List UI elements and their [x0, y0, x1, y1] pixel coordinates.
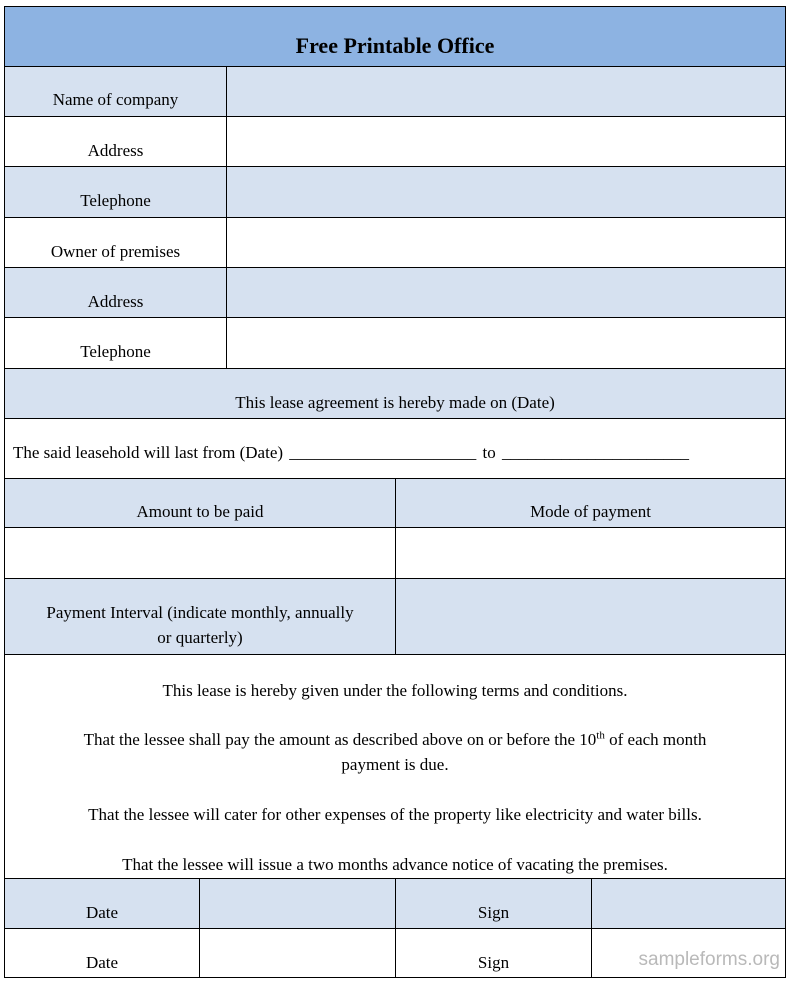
leasehold-end-date-field[interactable]: ______________________	[502, 443, 690, 462]
mode-field[interactable]	[396, 528, 785, 578]
date-field-2[interactable]	[200, 929, 396, 977]
address-row-2	[5, 268, 785, 318]
term-2: That the lessee will cater for other expenses of the property like electricity and water bills.	[88, 805, 702, 824]
telephone-field-1[interactable]	[227, 167, 785, 217]
telephone-label-2: Telephone	[80, 342, 151, 361]
telephone-field-2[interactable]	[227, 318, 785, 368]
date-field-1[interactable]	[200, 879, 396, 928]
address-field-1[interactable]	[227, 117, 785, 166]
address-label-cell-2	[5, 268, 227, 317]
terms-section	[5, 655, 785, 879]
term-1-superscript: th	[596, 729, 605, 742]
amount-label-cell	[5, 479, 396, 527]
date-label-cell-1	[5, 879, 200, 928]
company-label-cell	[5, 67, 227, 116]
form-title: Free Printable Office	[295, 33, 495, 58]
lease-date-row[interactable]	[5, 369, 785, 419]
interval-label	[5, 600, 395, 650]
address-label-1: Address	[87, 141, 144, 160]
interval-label-cell	[5, 579, 396, 654]
owner-label-cell	[5, 218, 227, 267]
lease-form	[4, 6, 786, 978]
sign-label-1: Sign	[477, 903, 510, 922]
telephone-label-cell-2	[5, 318, 227, 368]
payment-values-row	[5, 528, 785, 579]
telephone-row-1	[5, 167, 785, 218]
sign-label-cell-1	[396, 879, 592, 928]
amount-field[interactable]	[5, 528, 396, 578]
telephone-row-2	[5, 318, 785, 369]
telephone-label-1: Telephone	[80, 191, 151, 210]
term-1-line-1	[5, 727, 785, 752]
signature-row-1	[5, 879, 785, 929]
payment-header-row	[5, 479, 785, 528]
lease-date-label: This lease agreement is hereby made on (Date)	[235, 393, 555, 412]
address-label-cell-1	[5, 117, 227, 166]
leasehold-prefix: The said leasehold will last from (Date)	[13, 443, 284, 462]
watermark: sampleforms.org	[638, 949, 780, 970]
term-1-text-b: of each month	[604, 730, 707, 749]
address-row-1	[5, 117, 785, 167]
leasehold-start-date-field[interactable]: ______________________	[289, 443, 477, 462]
date-label-cell-2	[5, 929, 200, 977]
term-1	[5, 727, 785, 777]
title-row	[5, 7, 785, 67]
address-field-2[interactable]	[227, 268, 785, 317]
leasehold-row	[5, 419, 785, 479]
date-label-2: Date	[85, 953, 119, 972]
date-label-1: Date	[85, 903, 119, 922]
owner-label: Owner of premises	[50, 242, 181, 261]
payment-interval-row	[5, 579, 785, 655]
telephone-label-cell-1	[5, 167, 227, 217]
term-3: That the lessee will issue a two months advance notice of vacating the premises.	[122, 855, 668, 874]
owner-row	[5, 218, 785, 268]
company-row	[5, 67, 785, 117]
mode-label-cell	[396, 479, 785, 527]
amount-label: Amount to be paid	[136, 502, 264, 521]
leasehold-line	[13, 443, 777, 463]
sign-label-2: Sign	[477, 953, 510, 972]
address-label-2: Address	[87, 292, 144, 311]
interval-label-line-1: Payment Interval (indicate monthly, annually	[46, 603, 354, 622]
company-label: Name of company	[52, 90, 179, 109]
owner-field[interactable]	[227, 218, 785, 267]
sign-field-1[interactable]	[592, 879, 785, 928]
term-1-text-a: That the lessee shall pay the amount as described above on or before the 10	[83, 730, 597, 749]
interval-label-line-2: or quarterly)	[157, 628, 243, 647]
term-1-line-2: payment is due.	[341, 755, 449, 774]
mode-label: Mode of payment	[530, 502, 651, 521]
company-field[interactable]	[227, 67, 785, 116]
terms-intro: This lease is hereby given under the following terms and conditions.	[162, 681, 628, 700]
sign-label-cell-2	[396, 929, 592, 977]
interval-field[interactable]	[396, 579, 785, 654]
leasehold-to: to	[482, 443, 496, 462]
